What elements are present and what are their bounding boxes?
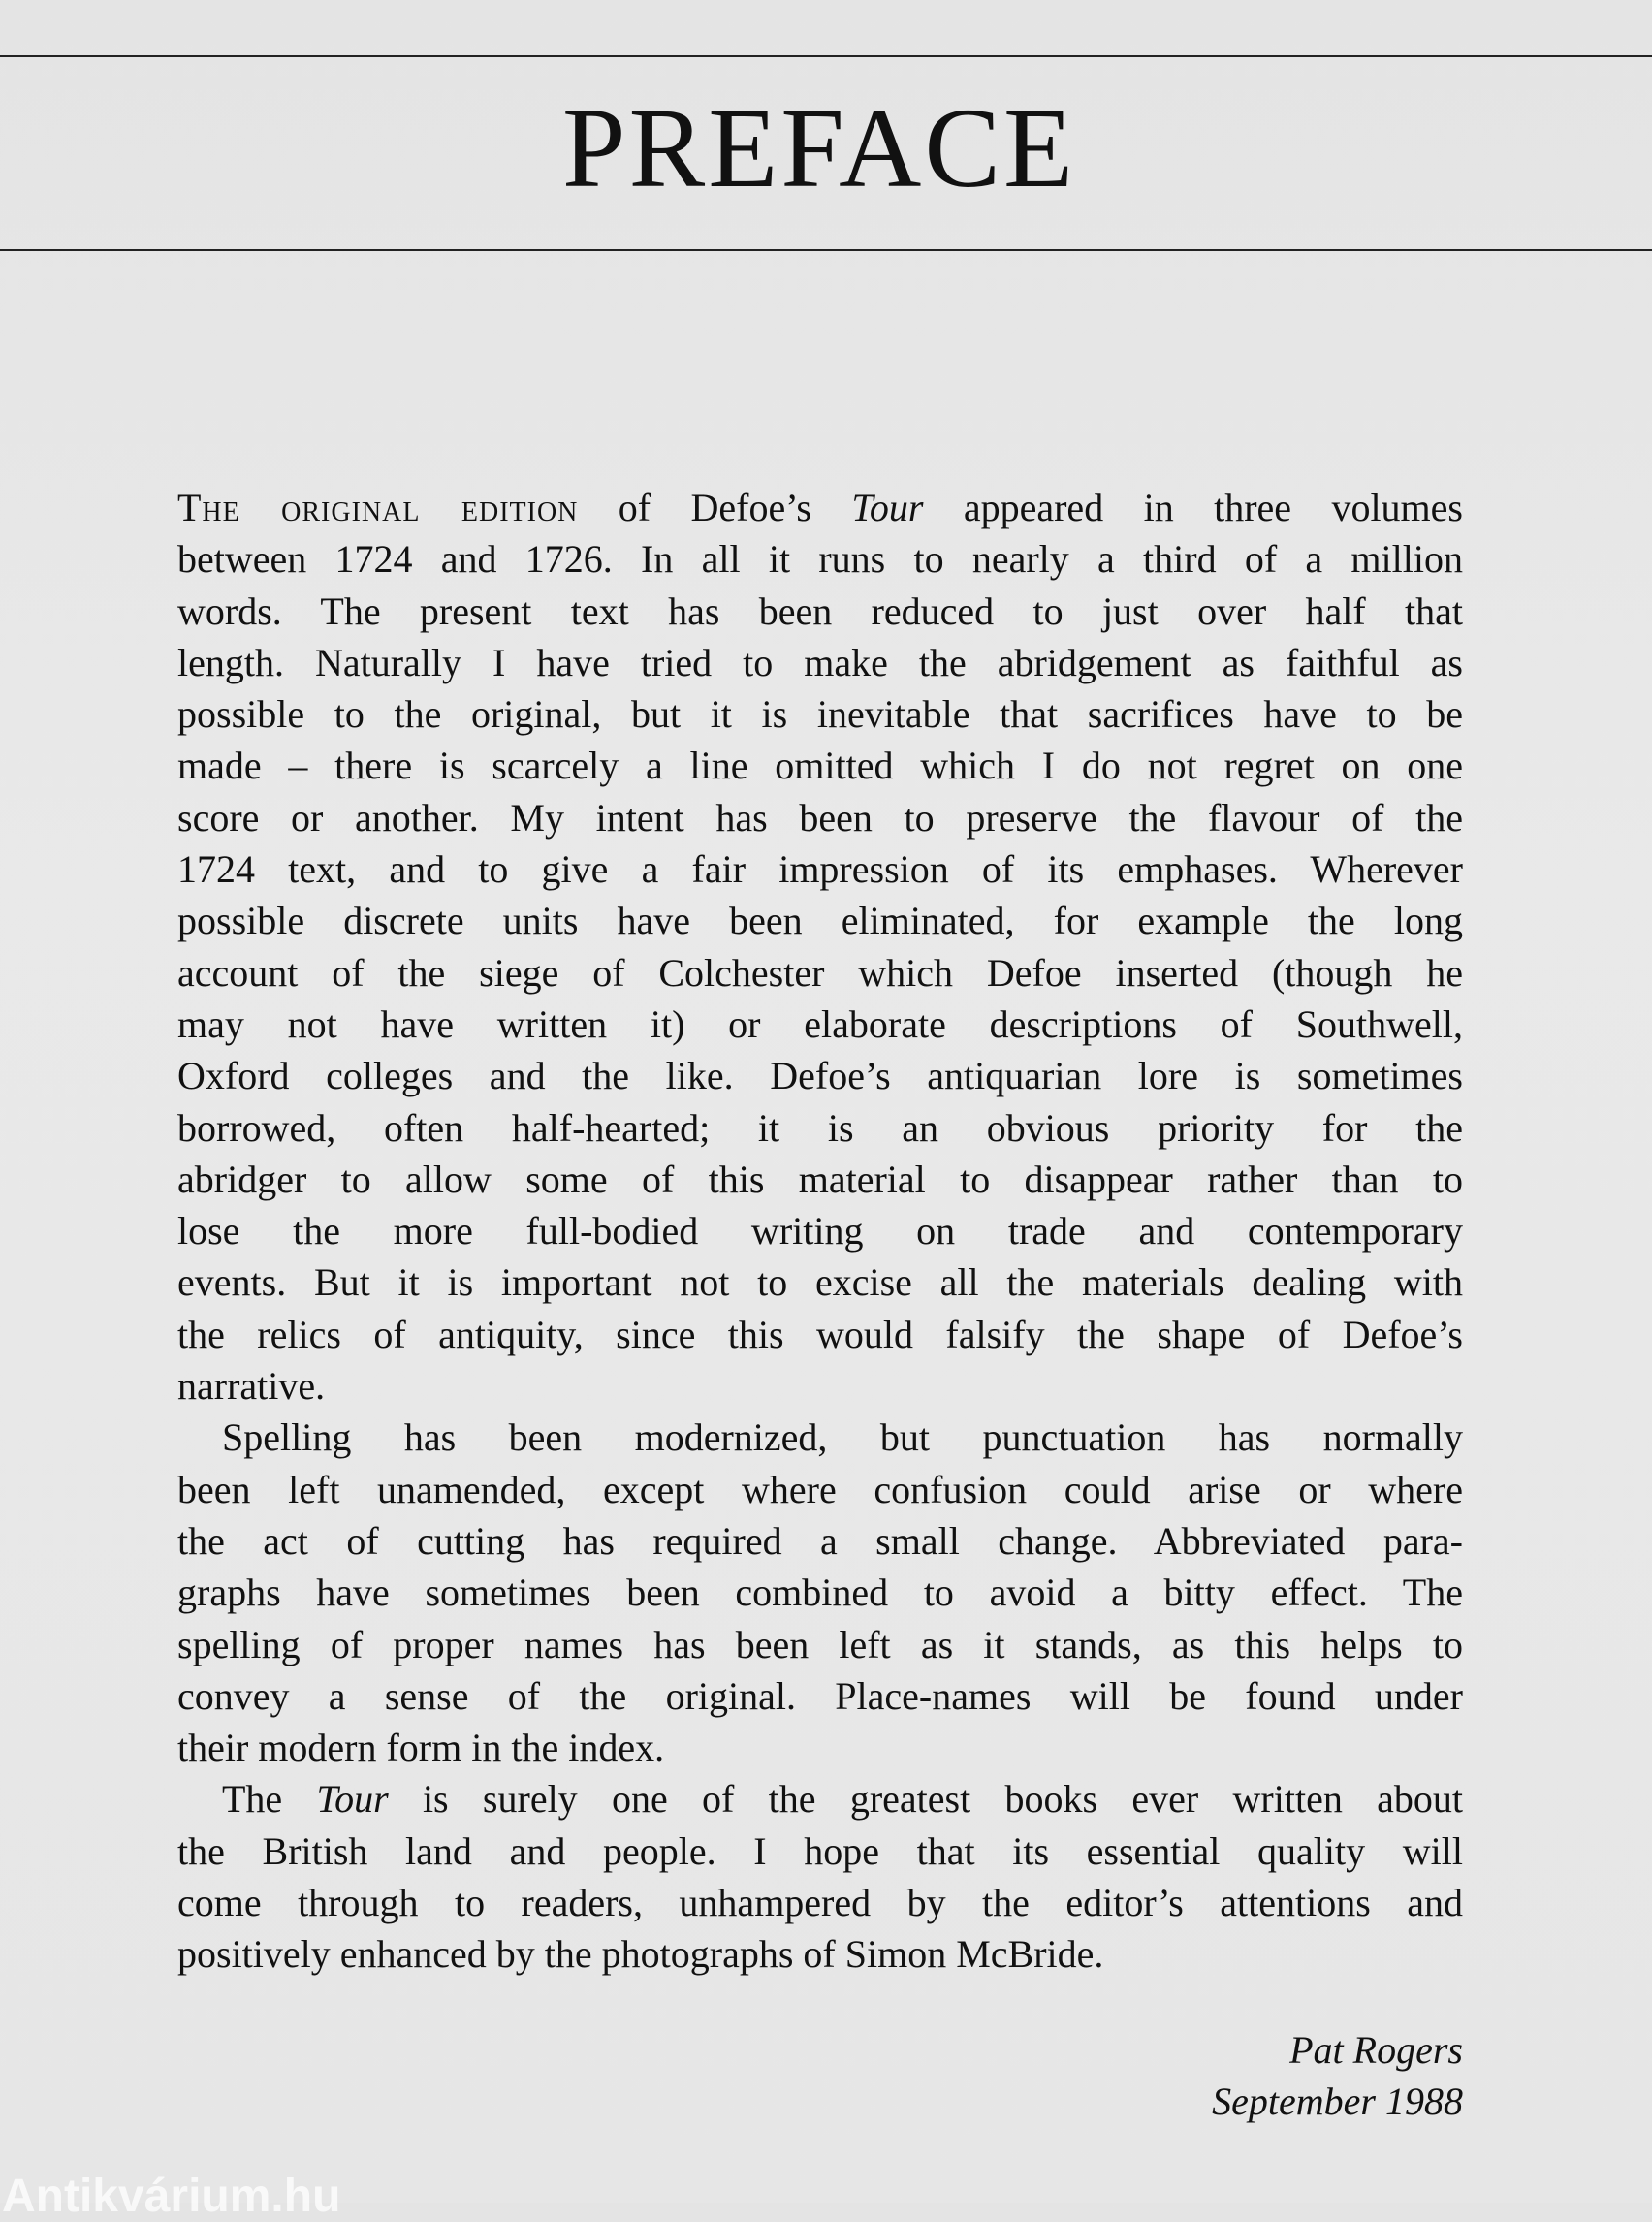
- text-line: [177, 1050, 1463, 1101]
- text-segment: narrative.: [177, 1364, 326, 1409]
- text-line: [177, 637, 1463, 688]
- text-line: [177, 1773, 1463, 1825]
- text-segment: is surely one of the greatest books ever written about: [388, 1777, 1464, 1822]
- text-segment: 1724 text, and to give a fair impression of its emphases. Wherever: [177, 847, 1463, 892]
- text-segment: Spelling has been modernized, but punctuation has normally: [222, 1415, 1463, 1460]
- text-line: [177, 1722, 1463, 1773]
- italic-text: Tour: [316, 1777, 389, 1822]
- text-line: [177, 482, 1463, 533]
- text-line: [177, 999, 1463, 1050]
- text-segment: between 1724 and 1726. In all it runs to nearly a third of a million: [177, 537, 1463, 582]
- signature-author: Pat Rogers: [1289, 2028, 1463, 2072]
- text-segment: borrowed, often half-hearted; it is an obvious priority for the: [177, 1105, 1463, 1150]
- text-segment: spelling of proper names has been left as it stands, as this helps to: [177, 1622, 1463, 1666]
- text-segment: account of the siege of Colchester which Defoe inserted (though he: [177, 950, 1463, 995]
- text-segment: of Defoe’s: [578, 486, 852, 529]
- signature-date: September 1988: [1212, 2079, 1463, 2123]
- watermark: Antikvárium.hu: [2, 2171, 341, 2222]
- text-line: [177, 586, 1463, 637]
- text-segment: the British land and people. I hope that its essential quality will: [177, 1828, 1463, 1873]
- text-segment: come through to readers, unhampered by the editor’s attentions and: [177, 1881, 1463, 1925]
- text-segment: The: [222, 1777, 317, 1822]
- text-segment: abridger to allow some of this material to disappear rather than to: [177, 1157, 1463, 1201]
- text-segment: appeared in three volumes: [923, 486, 1463, 529]
- text-line: [177, 1928, 1463, 1980]
- page-title: PREFACE: [561, 84, 1077, 211]
- text-line: [177, 947, 1463, 999]
- signature: [1212, 2024, 1463, 2127]
- text-line: [177, 1309, 1463, 1360]
- text-segment: may not have written it) or elaborate descriptions of Southwell,: [177, 1001, 1463, 1046]
- paragraph: [177, 1773, 1463, 1980]
- text-line: [177, 792, 1463, 843]
- text-line: [177, 1567, 1463, 1618]
- text-segment: Oxford colleges and the like. Defoe’s antiquarian lore is sometimes: [177, 1054, 1463, 1098]
- text-segment: possible discrete units have been eliminated, for example the long: [177, 899, 1463, 943]
- text-segment: length. Naturally I have tried to make the abridgement as faithful as: [177, 640, 1463, 684]
- text-segment: events. But it is important not to excise all the materials dealing with: [177, 1260, 1463, 1305]
- text-line: [177, 533, 1463, 585]
- italic-text: Tour: [851, 486, 924, 529]
- paragraph: [177, 1412, 1463, 1773]
- text-line: [177, 1412, 1463, 1463]
- text-segment: the act of cutting has required a small change. Abbreviated para-: [177, 1518, 1463, 1563]
- text-segment: score or another. My intent has been to preserve the flavour of the: [177, 795, 1463, 840]
- text-line: [177, 1515, 1463, 1567]
- text-line: [177, 740, 1463, 791]
- top-rule: [0, 55, 1652, 57]
- text-line: [177, 1825, 1463, 1877]
- text-line: [177, 895, 1463, 946]
- text-line: [177, 1256, 1463, 1308]
- small-caps-text: The original edition: [177, 486, 579, 529]
- text-segment: been left unamended, except where confusion could arise or where: [177, 1467, 1463, 1511]
- text-segment: possible to the original, but it is inevitable that sacrifices have to be: [177, 692, 1463, 737]
- text-segment: lose the more full-bodied writing on trade and contemporary: [177, 1209, 1463, 1254]
- text-segment: made – there is scarcely a line omitted which I do not regret on one: [177, 744, 1463, 788]
- text-segment: convey a sense of the original. Place-names will be found under: [177, 1673, 1463, 1718]
- text-line: [177, 1360, 1463, 1412]
- text-line: [177, 1464, 1463, 1515]
- preface-body: [177, 482, 1463, 1981]
- title-bottom-rule: [0, 249, 1652, 251]
- text-segment: words. The present text has been reduced to just over half that: [177, 588, 1463, 633]
- text-line: [177, 1877, 1463, 1928]
- text-line: [177, 1670, 1463, 1722]
- text-line: [177, 1102, 1463, 1154]
- text-segment: the relics of antiquity, since this would falsify the shape of Defoe’s: [177, 1312, 1463, 1356]
- paragraph: [177, 482, 1463, 1412]
- text-line: [177, 1154, 1463, 1205]
- text-line: [177, 843, 1463, 895]
- text-line: [177, 1205, 1463, 1256]
- text-segment: their modern form in the index.: [177, 1726, 665, 1770]
- text-line: [177, 1619, 1463, 1670]
- text-line: [177, 688, 1463, 740]
- text-segment: positively enhanced by the photographs of Simon McBride.: [177, 1932, 1104, 1977]
- text-segment: graphs have sometimes been combined to avoid a bitty effect. The: [177, 1571, 1463, 1615]
